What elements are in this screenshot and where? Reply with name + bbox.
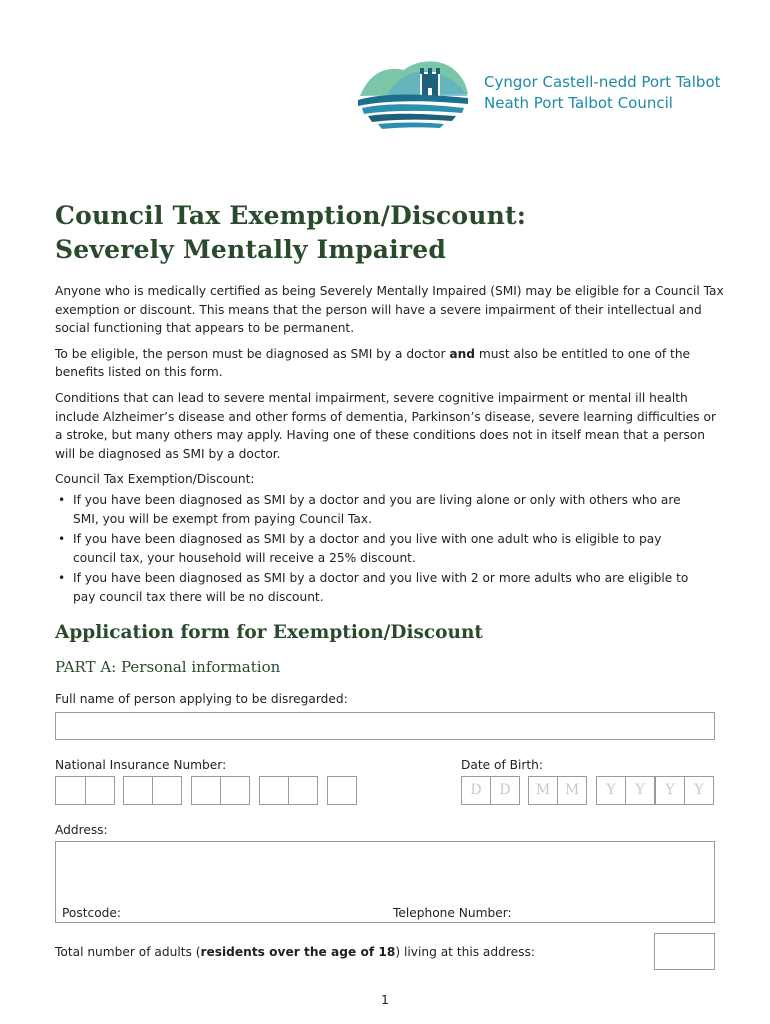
bullet-icon: • [58,571,66,586]
dob-year-cell[interactable]: Y [655,776,685,805]
intro-p2-start: To be eligible, the person must be diagnosed as SMI by a doctor [55,346,450,361]
telephone-label: Telephone Number: [393,906,512,920]
dob-month-cell[interactable]: M [528,776,558,805]
ni-number-cell[interactable] [85,776,115,805]
page-number: 1 [381,992,389,1007]
postcode-label: Postcode: [62,906,121,920]
form-heading: Application form for Exemption/Discount [55,622,483,643]
ni-number-cell[interactable] [152,776,182,805]
intro-p2-end: must also be entitled to one of the benefits listed on this form. [55,346,691,380]
list-heading: Council Tax Exemption/Discount: [55,472,255,487]
list-item [55,491,695,528]
adults-label-start: Total number of adults ( [55,945,201,959]
council-logo [356,56,470,132]
council-name-english: Neath Port Talbot Council [484,94,673,112]
intro-paragraph-3: Conditions that can lead to severe mental impairment, severe cognitive impairment or mental ill health include Alzheimer’s disease and other forms of dementia, Parkinson’s disease, severe learning difficulties or a stroke, but many others may apply. Having one of these conditions does not in itself mean that a person will be diagnosed as SMI by a doctor. [55,390,716,461]
dob-year-cell[interactable]: Y [625,776,655,805]
dob-year-cell[interactable]: Y [596,776,626,805]
bullet-text: If you have been diagnosed as SMI by a doctor and you live with 2 or more adults who are eligible to pay council tax there will be no discount. [73,571,689,604]
intro-text [55,282,727,609]
ni-number-cell[interactable] [55,776,86,805]
intro-paragraph-2 [55,345,727,382]
adults-label-bold: residents over the age of 18 [200,945,396,959]
adults-count-label [55,944,535,960]
full-name-field[interactable] [55,712,715,740]
castle-wave-logo-icon [356,56,470,132]
page-title [55,199,695,267]
list-item [55,530,695,567]
ni-number-cell[interactable] [259,776,289,805]
ni-number-label: National Insurance Number: [55,758,227,772]
ni-number-cell[interactable] [191,776,221,805]
bullet-text: If you have been diagnosed as SMI by a doctor and you live with one adult who is eligible to pay council tax, your household will receive a 25% discount. [73,532,662,565]
page-title-line1: Council Tax Exemption/Discount: [55,201,527,230]
adults-label-end: ) living at this address: [395,945,535,959]
page-title-line2: Severely Mentally Impaired [55,235,447,264]
dob-day-cell[interactable]: D [461,776,491,805]
ni-number-cell[interactable] [123,776,153,805]
bullet-icon: • [58,532,66,547]
address-label: Address: [55,823,108,837]
address-field[interactable] [55,841,715,923]
dob-label: Date of Birth: [461,758,543,772]
list-item [55,569,695,606]
bullet-list [55,491,695,607]
adults-count-field[interactable] [654,933,715,970]
ni-number-cell[interactable] [327,776,357,805]
full-name-label: Full name of person applying to be disregarded: [55,692,348,706]
part-a-heading: PART A: Personal information [55,658,281,676]
ni-number-cell[interactable] [288,776,318,805]
council-name-welsh: Cyngor Castell-nedd Port Talbot [484,73,721,91]
intro-p2-bold: and [449,346,475,361]
ni-number-cell[interactable] [220,776,250,805]
council-name [484,72,721,114]
intro-paragraph-1: Anyone who is medically certified as being Severely Mentally Impaired (SMI) may be eligible for a Council Tax exemption or discount. This means that the person will have a severe impairment of their intellectual and social functioning that appears to be permanent. [55,284,724,336]
bullet-text: If you have been diagnosed as SMI by a doctor and you are living alone or only with others who are SMI, you will be exempt from paying Council Tax. [73,492,681,526]
dob-month-cell[interactable]: M [557,776,587,805]
dob-year-cell[interactable]: Y [684,776,714,805]
bullet-icon: • [58,492,66,507]
dob-day-cell[interactable]: D [490,776,520,805]
